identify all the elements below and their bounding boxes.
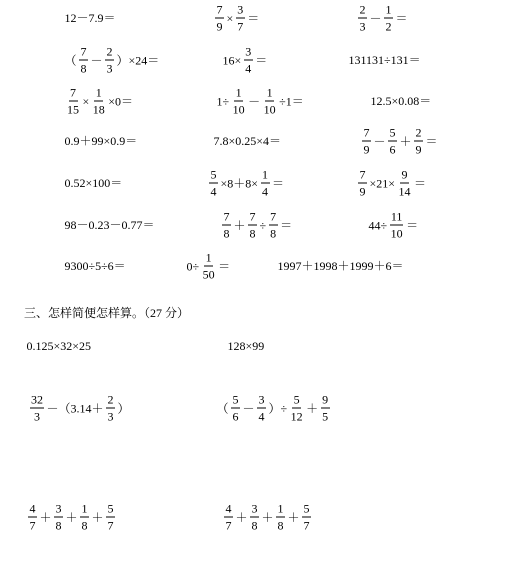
math-expression-r4c3	[360, 127, 438, 156]
expression-text: ＝	[414, 176, 427, 190]
math-expression-r5c3	[356, 169, 427, 198]
math-expression-r4c2	[213, 135, 282, 147]
fraction	[30, 394, 44, 423]
math-expression-r6c1	[64, 219, 155, 231]
fraction-numerator: 5	[303, 501, 310, 516]
expression-text: ＋	[261, 510, 274, 524]
fraction-numerator: 2	[359, 2, 366, 17]
fraction-numerator: 2	[106, 44, 113, 59]
fraction-numerator: 5	[389, 125, 396, 140]
fraction-denominator: 14	[398, 184, 411, 199]
expression-text: ÷	[259, 218, 267, 232]
fraction-numerator: 7	[249, 209, 256, 224]
fraction	[209, 169, 218, 198]
expression-text: ×	[82, 94, 90, 108]
expression-text: 0.52×100＝	[64, 176, 123, 190]
fraction-numerator: 4	[29, 501, 36, 516]
expression-text: ）	[117, 401, 130, 415]
expression-text: ＋	[399, 134, 412, 148]
fraction-numerator: 1	[205, 250, 212, 265]
expression-text: 12－7.9＝	[64, 11, 116, 25]
fraction-numerator: 9	[322, 392, 329, 407]
fraction-denominator: 4	[245, 61, 252, 76]
fraction-denominator: 7	[107, 518, 114, 533]
expression-text: ＝	[255, 53, 268, 67]
fraction	[390, 211, 404, 240]
fraction-denominator: 5	[322, 409, 329, 424]
fraction	[231, 394, 240, 423]
fraction-denominator: 7	[237, 19, 244, 34]
fraction	[79, 46, 88, 75]
fraction	[66, 87, 80, 116]
math-expression-r3c3	[370, 95, 432, 107]
math-expression-s3e	[26, 503, 117, 532]
expression-text: ）×24＝	[116, 53, 160, 67]
math-expression-r2c2	[222, 46, 268, 75]
fraction-denominator: 3	[359, 19, 366, 34]
math-expression-r7c3	[277, 260, 404, 272]
expression-text: ）÷	[268, 401, 288, 415]
fraction-denominator: 8	[277, 518, 284, 533]
fraction-denominator: 9	[415, 142, 422, 157]
fraction-numerator: 5	[210, 167, 217, 182]
math-expression-r2c3	[348, 54, 421, 66]
section-3-heading: 三、怎样简便怎样算。（27 分）	[24, 306, 190, 320]
fraction-denominator: 8	[81, 518, 88, 533]
fraction	[236, 4, 245, 33]
math-expression-s3f	[222, 503, 313, 532]
expression-text: ＋	[233, 218, 246, 232]
expression-text: ＝	[406, 218, 419, 232]
expression-text: ＋	[306, 401, 319, 415]
fraction-numerator: 2	[107, 392, 114, 407]
fraction	[302, 503, 311, 532]
math-expression-r4c1	[64, 135, 138, 147]
fraction-denominator: 18	[92, 102, 105, 117]
fraction	[261, 169, 270, 198]
math-expression-r5c1	[64, 177, 123, 189]
math-expression-r6c2	[220, 211, 293, 240]
fraction	[248, 211, 257, 240]
fraction	[398, 169, 412, 198]
expression-text: 98－0.23－0.77＝	[64, 218, 155, 232]
expression-text: ÷1＝	[279, 94, 304, 108]
fraction-denominator: 3	[107, 409, 114, 424]
fraction-numerator: 4	[225, 501, 232, 516]
fraction	[276, 503, 285, 532]
fraction-numerator: 3	[258, 392, 265, 407]
fraction-denominator: 8	[55, 518, 62, 533]
fraction	[222, 211, 231, 240]
fraction	[414, 127, 423, 156]
fraction-numerator: 1	[235, 85, 242, 100]
math-expression-r7c1	[64, 260, 126, 272]
math-expression-r2c1	[64, 46, 160, 75]
fraction-denominator: 4	[258, 409, 265, 424]
expression-text: ×8＋8×	[220, 176, 259, 190]
fraction-denominator: 8	[80, 61, 87, 76]
fraction-numerator: 7	[359, 167, 366, 182]
fraction-denominator: 50	[202, 267, 215, 282]
math-expression-r5c2	[207, 169, 285, 198]
fraction-numerator: 5	[107, 501, 114, 516]
fraction-denominator: 4	[262, 184, 269, 199]
fraction	[224, 503, 233, 532]
fraction	[80, 503, 89, 532]
fraction-denominator: 3	[34, 409, 40, 424]
fraction-denominator: 15	[67, 102, 79, 117]
expression-text: 1÷	[216, 94, 230, 108]
fraction-denominator: 9	[363, 142, 370, 157]
fraction-denominator: 6	[232, 409, 239, 424]
expression-text: －（3.14＋	[46, 401, 104, 415]
fraction-denominator: 12	[290, 409, 303, 424]
fraction-numerator: 3	[251, 501, 258, 516]
fraction	[362, 127, 371, 156]
expression-text: ＋	[287, 510, 300, 524]
fraction	[215, 4, 224, 33]
math-expression-r3c1	[64, 87, 134, 116]
fraction-denominator: 7	[225, 518, 232, 533]
expression-text: 7.8×0.25×4＝	[213, 134, 282, 148]
fraction-numerator: 7	[80, 44, 87, 59]
fraction-denominator: 9	[216, 19, 223, 34]
math-expression-s3d	[216, 394, 332, 423]
fraction-numerator: 1	[95, 85, 102, 100]
fraction-numerator: 1	[385, 2, 392, 17]
expression-text: ＋	[91, 510, 104, 524]
fraction-numerator: 7	[270, 209, 277, 224]
math-expression-r1c1	[64, 12, 116, 24]
fraction-numerator: 1	[262, 167, 269, 182]
fraction	[202, 252, 216, 281]
fraction	[388, 127, 397, 156]
fraction	[28, 503, 37, 532]
fraction-denominator: 7	[303, 518, 310, 533]
expression-text: ×	[226, 11, 234, 25]
math-expression-r7c2	[186, 252, 231, 281]
expression-text: ＝	[272, 176, 285, 190]
fraction-numerator: 3	[245, 44, 252, 59]
fraction-denominator: 8	[249, 226, 256, 241]
fraction-denominator: 10	[232, 102, 245, 117]
fraction-denominator: 6	[389, 142, 396, 157]
fraction-numerator: 7	[70, 85, 76, 100]
expression-text: ×0＝	[108, 94, 134, 108]
fraction	[384, 4, 393, 33]
expression-text: ×21×	[369, 176, 396, 190]
math-expression-s3a	[26, 340, 92, 352]
fraction-denominator: 7	[29, 518, 36, 533]
expression-text: 9300÷5÷6＝	[64, 259, 126, 273]
fraction-numerator: 3	[55, 501, 62, 516]
expression-text: －	[248, 94, 261, 108]
expression-text: 0.9＋99×0.9＝	[64, 134, 138, 148]
fraction	[321, 394, 330, 423]
expression-text: 0÷	[186, 259, 200, 273]
fraction-denominator: 10	[263, 102, 276, 117]
expression-text: ＋	[39, 510, 52, 524]
fraction	[269, 211, 278, 240]
expression-text: （	[64, 53, 77, 67]
fraction	[106, 394, 115, 423]
fraction	[244, 46, 253, 75]
fraction	[232, 87, 246, 116]
expression-text: ＝	[247, 11, 260, 25]
fraction-numerator: 7	[216, 2, 223, 17]
fraction-numerator: 2	[415, 125, 422, 140]
expression-text: 1997＋1998＋1999＋6＝	[277, 259, 404, 273]
fraction	[92, 87, 106, 116]
fraction	[263, 87, 277, 116]
expression-text: －	[242, 401, 255, 415]
math-expression-s3b	[227, 340, 265, 352]
fraction-denominator: 10	[390, 226, 403, 241]
fraction-numerator: 3	[237, 2, 244, 17]
expression-text: －	[369, 11, 382, 25]
fraction	[54, 503, 63, 532]
expression-text: 0.125×32×25	[26, 339, 92, 353]
fraction-numerator: 5	[293, 392, 300, 407]
fraction-denominator: 8	[270, 226, 277, 241]
fraction-numerator: 7	[223, 209, 230, 224]
math-expression-r1c2	[213, 4, 260, 33]
expression-text: （	[216, 401, 229, 415]
expression-text: 44÷	[368, 218, 388, 232]
expression-text: 128×99	[227, 339, 265, 353]
fraction-numerator: 1	[81, 501, 88, 516]
expression-text: ＝	[280, 218, 293, 232]
math-expression-r3c2	[216, 87, 304, 116]
fraction-numerator: 1	[277, 501, 284, 516]
fraction	[250, 503, 259, 532]
expression-text: 16×	[222, 53, 242, 67]
math-expression-r1c3	[356, 4, 408, 33]
expression-text: ＝	[218, 259, 231, 273]
fraction-denominator: 8	[251, 518, 258, 533]
fraction-numerator: 5	[232, 392, 239, 407]
fraction-numerator: 9	[401, 167, 408, 182]
fraction-numerator: 1	[266, 85, 273, 100]
expression-text: ＋	[235, 510, 248, 524]
expression-text: －	[373, 134, 386, 148]
fraction	[358, 4, 367, 33]
expression-text: ＋	[65, 510, 78, 524]
fraction	[105, 46, 114, 75]
fraction-numerator: 7	[363, 125, 370, 140]
fraction-denominator: 9	[359, 184, 366, 199]
fraction-numerator: 32	[31, 392, 43, 407]
fraction	[106, 503, 115, 532]
expression-text: 131131÷131＝	[348, 53, 421, 67]
math-expression-r6c3	[368, 211, 419, 240]
math-expression-s3c	[28, 394, 130, 423]
expression-text: －	[90, 53, 103, 67]
expression-text: 12.5×0.08＝	[370, 94, 432, 108]
fraction-denominator: 4	[210, 184, 217, 199]
fraction-denominator: 8	[223, 226, 230, 241]
fraction	[257, 394, 266, 423]
fraction	[358, 169, 367, 198]
expression-text: ＝	[395, 11, 408, 25]
fraction-numerator: 11	[390, 209, 403, 224]
fraction-denominator: 2	[385, 19, 392, 34]
expression-text: ＝	[425, 134, 438, 148]
fraction-denominator: 3	[106, 61, 113, 76]
fraction	[290, 394, 304, 423]
